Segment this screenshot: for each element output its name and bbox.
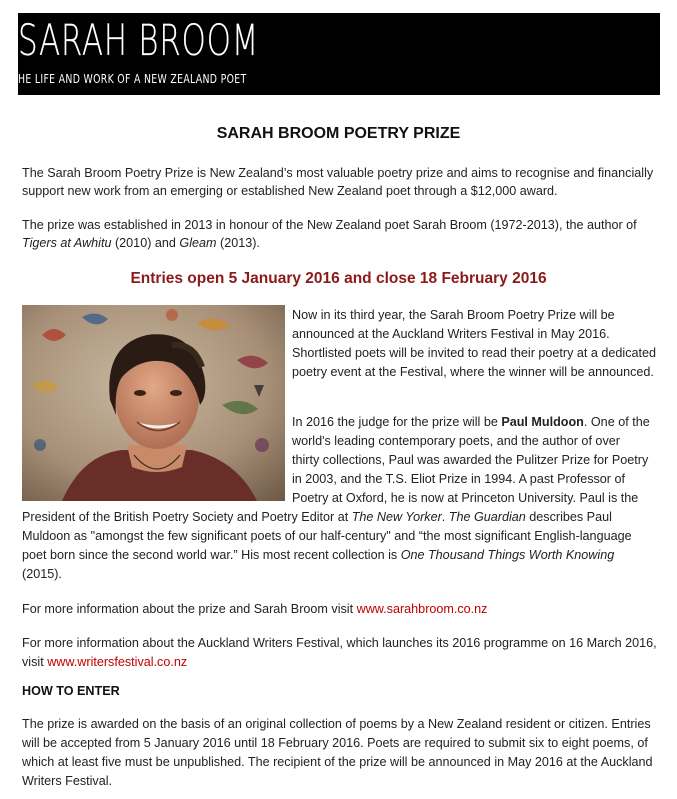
sarah-info-paragraph: For more information about the prize and Sarah Broom visit www.sarahbroom.co.nz bbox=[22, 602, 488, 616]
book-title: Tigers at Awhitu bbox=[22, 236, 112, 250]
judge-paragraph-top bbox=[292, 413, 662, 508]
publication-title: The New Yorker bbox=[351, 510, 442, 524]
judge-line: In 2016 the judge for the prize will be Paul Muldoon. One of the bbox=[292, 415, 650, 429]
site-title: SARAH BROOM bbox=[18, 16, 260, 66]
judge-line: thirty collections, Paul was awarded the Pulitzer Prize for Poetry bbox=[292, 453, 649, 467]
judge-name: Paul Muldoon bbox=[501, 415, 584, 429]
page-heading: SARAH BROOM POETRY PRIZE bbox=[216, 125, 461, 142]
judge-line: world's leading contemporary poets, and the author of over bbox=[292, 434, 620, 448]
judge-line: (2015). bbox=[22, 567, 62, 581]
sarah-broom-photo bbox=[22, 305, 285, 501]
book-title: One Thousand Things Worth Knowing bbox=[400, 548, 615, 562]
judge-line: Poetry at Oxford, he is now at Princeton University. Paul is the bbox=[292, 491, 639, 505]
judge-line: President of the British Poetry Society and Poetry Editor at The New Yorker. The Guardian describes Paul bbox=[22, 510, 612, 524]
how-to-enter-paragraph: The prize is awarded on the basis of an original collection of poems by a New Zealand resident or citizen. Entries will be accepted from 5 January 2016 until 18 February 2016. Poets are required to submit six to eight poems, of which at least five must be unpublished. The recipient of the prize will be announced in May 2016 at the Auckland Writers Festival. bbox=[22, 717, 653, 788]
writersfestival-link[interactable]: www.writersfestival.co.nz bbox=[47, 655, 188, 669]
intro-paragraph: The Sarah Broom Poetry Prize is New Zealand’s most valuable poetry prize and aims to recognise and financially support new work from an emerging or established New Zealand poet through a $12,000 award. bbox=[22, 166, 654, 198]
judge-paragraph-bottom bbox=[22, 508, 662, 584]
how-to-enter-heading: HOW TO ENTER bbox=[22, 684, 120, 698]
publication-title: The Guardian bbox=[448, 510, 526, 524]
entries-dates-banner: Entries open 5 January 2016 and close 18 February 2016 bbox=[130, 270, 547, 287]
sarahbroom-link[interactable]: www.sarahbroom.co.nz bbox=[356, 602, 488, 616]
judge-line: poet born since the second world war.” His most recent collection is One Thousand Things Worth Knowing bbox=[22, 548, 615, 562]
festival-info-paragraph: For more information about the Auckland Writers Festival, which launches its 2016 programme on 16 March 2016, visit www.writersfestival.co.nz bbox=[22, 636, 657, 669]
book-title: Gleam bbox=[179, 236, 217, 250]
third-year-paragraph: Now in its third year, the Sarah Broom Poetry Prize will be announced at the Auckland Writers Festival in May 2016. Shortlisted poets will be invited to read their poetry at a dedicated poetry event at the Festival, where the winner will be announced. bbox=[292, 308, 657, 379]
judge-line: in 2003, and the T.S. Eliot Prize in 1994. A past Professor of bbox=[292, 472, 626, 486]
site-tagline: HE LIFE AND WORK OF A NEW ZEALAND POET bbox=[18, 72, 247, 86]
judge-line: Muldoon as "amongst the few significant poets of our half-century" and “the most significant English-language bbox=[22, 529, 632, 543]
site-banner bbox=[18, 13, 660, 95]
established-paragraph: The prize was established in 2013 in honour of the New Zealand poet Sarah Broom (1972-2013), the author of Tigers at Awhitu (2010) and Gleam (2013). bbox=[22, 218, 637, 250]
